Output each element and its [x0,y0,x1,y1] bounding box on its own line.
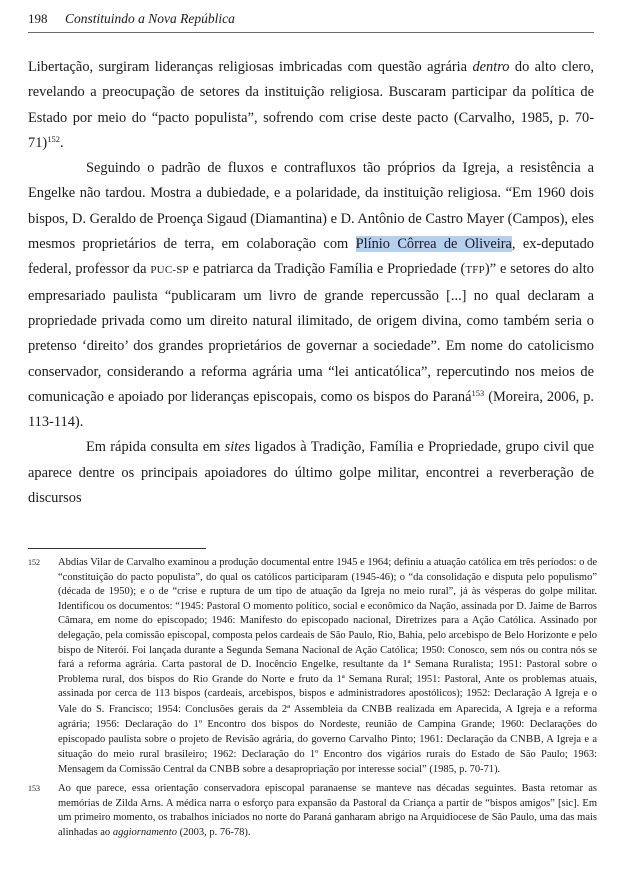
text-run: e patriarca da Tradição Família e Propriedade ( [188,261,466,278]
footnote-separator [28,548,206,549]
text-run: Libertação, surgiram lideranças religiosas imbricadas com questão agrária [28,59,473,75]
text-run: (Moreira, 2006, p. 113-114). [28,388,595,431]
footnote-ref-152[interactable]: 152 [47,133,60,144]
running-header [28,9,594,33]
footnote-number: 153 [28,783,40,793]
footnote-text [58,556,597,778]
small-caps-text: CNBB [510,733,541,746]
italic-text: aggiornamento [112,826,177,838]
main-text [28,55,594,511]
text-run: (2003, p. 76-78). [176,826,251,838]
header-rule [28,32,594,33]
text-run: do alto clero, revelando a preocupação de setores da instituição religiosa. Buscaram participar da política de Estado por meio do “pacto populista”, sofrendo com crise deste pacto (Carvalho, 1985, p. 70-71) [28,59,594,151]
text-run: Seguindo o padrão de fluxos e contrafluxos tão próprios da Igreja, a resistência a Engelke não tardou. Mostra a dubiedade, e a polaridade, da instituição religiosa. “Em 1960 dois bispos, D. Geraldo de Proença Sigaud (Diamantina) e D. Antônio de Castro Mayer (Campos), eles mesmos proprietários de terra, em colaboração com [28,160,594,253]
text-run: )” e setores do alto empresariado paulista “publicaram um livro de grande repercussão [...] no qual declaram a propriedade privada como um direito natural ilimitado, de origem divina, como também seria o pretenso ‘direito’ dos grandes proprietários de governar a sociedade”. Em nome do catolicismo conservador, considerando a reforma agrária uma “lei anticatólica”, repercutindo nos meios de comunicação e apoiado por lideranças episcopais, como os bispos do Paraná [28,261,594,405]
highlighted-text[interactable]: Plínio Côrrea de Oliveira [355,236,512,253]
text-run: realizada em Aparecida, A Igreja e a reforma agrária; 1956: Declaração do 1º Encontro dos bispos do Nordeste, reunião de Campina Grande; 1960: Declarações do episcopado paulista sobre o projeto de Revisão agrária, do governo Carvalho Pinto; 1961: Declaração da [58,703,597,746]
footnote-number: 152 [28,558,40,567]
running-title: Constituindo a Nova República [65,11,235,26]
text-run: Abdias Vilar de Carvalho examinou a produção documental entre 1945 e 1964; definiu a atuação católica em três períodos: o de “constituição do pacto populista”, do qual os católicos participaram (1945-46); o “da consolidação e disputa pelo populismo” (década de 1950); e o de “crise e ruptura de um tipo de atuação da Igreja no meio rural”, já às vésperas do golpe militar. Identificou os documentos: “1945: Pastoral O momento político, social e econômico da Nação, assinada por D. Jaime de Barros Câmara, em nome do episcopado; 1946: Manifesto do episcopado nacional, Diretrizes para a Ação Católica. Assinado por delegação, pela comissão episcopal, composta pelos cardeais de São Paulo, Rio, Bahia, pelo arcebispo de Belo Horizonte e pelo bispo de Niterói. Foi lançada durante a Segunda Semana Nacional de Ação Católica; 1950: Conosco, sem nós ou contra nós se fará a reforma agrária. Carta pastoral de D. Inocêncio Engelke, resultante da 1ª Semana Ruralista; 1951: Pastoral sobre o Problema rural, dos bispos do Rio Grande do Norte e fruto da 1ª Semana Rural; 1951: Pastoral, Ante os problemas atuais, assinada por cerca de 113 bispos (cardeais, arcebispos, bispos e administradores apostólicos); 1952: Declaração A Igreja e o Vale do S. Francisco; 1954: Conclusões gerais da 2ª Assembleia da [58,557,597,715]
small-caps-text: CNBB [209,763,241,776]
paragraph-1 [28,55,594,156]
paragraph-2 [28,156,594,435]
footnote-ref-153[interactable]: 153 [471,387,485,398]
text-run: . [59,134,64,151]
italic-text: sites [224,439,251,456]
text-run: ligados à Tradição, Família e Propriedade, grupo civil que aparece dentre os principais apoiadores do último golpe militar, encontrei a reverberação de discursos [28,439,594,507]
italic-text: dentro [472,59,510,75]
footnote-153 [28,782,597,840]
small-caps-text: TFP [465,264,485,277]
text-run: Ao que parece, essa orientação conservadora episcopal paranaense se manteve nas décadas seguintes. Basta retomar as memórias de Zilda Arns. A médica narra o esforço para expansão da Pastoral da Criança a partir de “bispos amigos” [sic]. Em um primeiro momento, os trabalhos iniciados no norte do Paraná ganharam abrigo na Arquidiocese de São Paulo, uma das mais alinhadas ao [58,782,597,838]
text-run: , ex-deputado federal, professor da [28,236,594,278]
text-run: sobre a desapropriação por interesse social” (1985, p. 70-71). [240,764,501,776]
paragraph-3 [28,435,594,511]
footnotes [28,556,597,840]
small-caps-text: PUC-SP [150,264,189,277]
footnote-text [58,782,597,840]
small-caps-text: CNBB [361,702,393,715]
page-number: 198 [28,11,48,26]
text-run: , A Igreja e a situação do meio rural brasileiro; 1962: Declaração do 1º Encontro dos vigários rurais do Estado de São Paulo; 1963: Mensagem da Comissão Central da [58,734,597,776]
footnote-152 [28,556,597,778]
text-run: Em rápida consulta em [86,439,225,456]
